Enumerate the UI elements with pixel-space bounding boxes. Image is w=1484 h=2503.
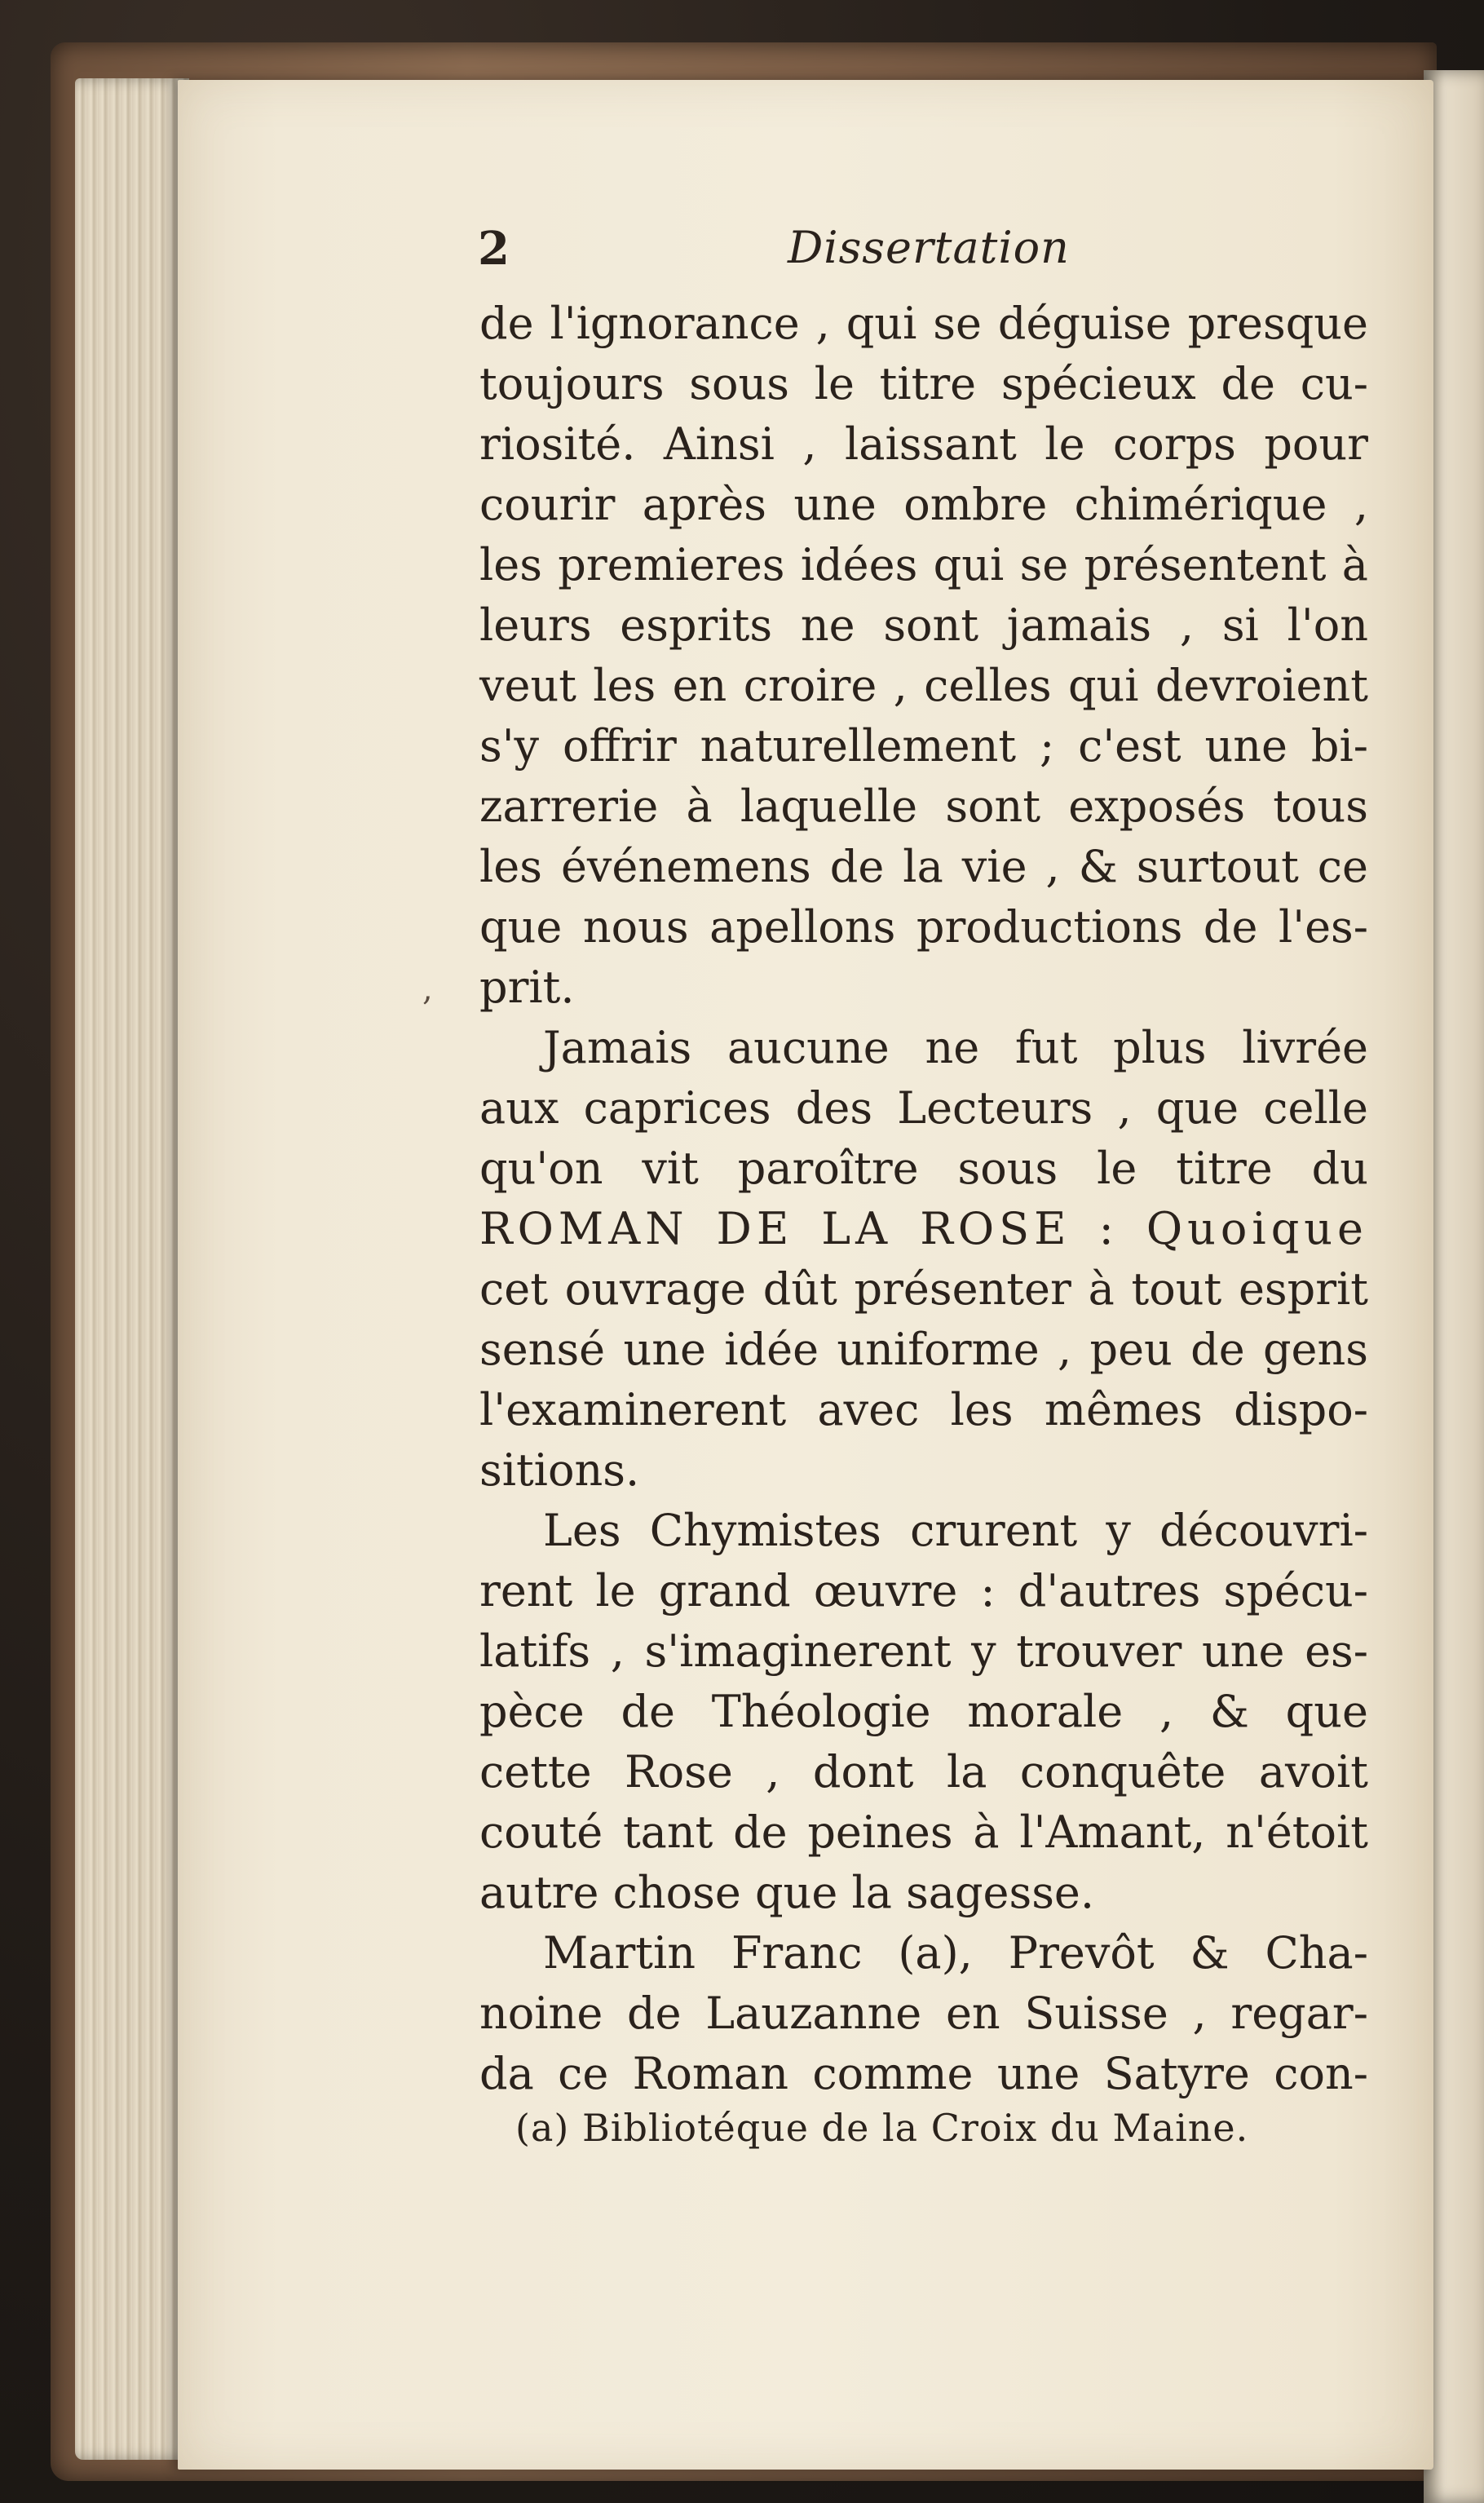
text-line: pèce de Théologie morale , & que [479,1686,1368,1737]
text-line: courir après une ombre chimérique , [479,479,1368,530]
text-line: leurs esprits ne sont jamais , si l'on [479,599,1368,651]
text-line: cet ouvrage dût présenter à tout esprit [479,1263,1368,1315]
text-line: prit. [479,962,575,1013]
text-line: sitions. [479,1444,640,1496]
page-header [478,222,1367,287]
page-edges [75,78,189,2460]
running-head: Dissertation [788,222,1070,273]
text-line: toujours sous le titre spécieux de cu- [479,358,1368,409]
text-line: aux caprices des Lecteurs , que celle [479,1082,1368,1134]
text-line: les premieres idées qui se présentent à [479,539,1368,590]
text-line: da ce Roman comme une Satyre con- [479,2048,1368,2099]
text-line: les événemens de la vie , & surtout ce [479,841,1368,892]
margin-mark: , [422,971,433,1008]
page-number: 2 [478,222,510,276]
text-line: que nous apellons productions de l'es- [479,901,1368,953]
text-line: veut les en croire , celles qui devroient [479,660,1368,711]
text-line: l'examinerent avec les mêmes dispo- [479,1384,1368,1435]
text-line: s'y offrir naturellement ; c'est une bi- [479,720,1368,772]
text-line: rent le grand œuvre : d'autres spécu- [479,1565,1368,1616]
text-line: noine de Lauzanne en Suisse , regar- [479,1988,1368,2039]
text-line: ROMAN DE LA ROSE : Quoique [479,1203,1368,1254]
text-line: sensé une idée uniforme , peu de gens [479,1324,1368,1375]
text-line: Martin Franc (a), Prevôt & Cha- [543,1927,1368,1979]
text-line: Les Chymistes crurent y découvri- [543,1505,1368,1556]
footnote: (a) Bibliotéque de la Croix du Maine. [515,2106,1249,2150]
text-line: couté tant de peines à l'Amant, n'étoit [479,1806,1368,1858]
text-line: de l'ignorance , qui se déguise presque [479,298,1368,349]
text-line: cette Rose , dont la conquête avoit [479,1746,1368,1798]
text-line: qu'on vit paroître sous le titre du [479,1143,1368,1194]
text-line: Jamais aucune ne fut plus livrée [543,1022,1368,1073]
text-line: riosité. Ainsi , laissant le corps pour [479,418,1368,470]
text-line: autre chose que la sagesse. [479,1867,1095,1918]
text-line: zarrerie à laquelle sont exposés tous [479,781,1368,832]
text-line: latifs , s'imaginerent y trouver une es- [479,1625,1368,1677]
